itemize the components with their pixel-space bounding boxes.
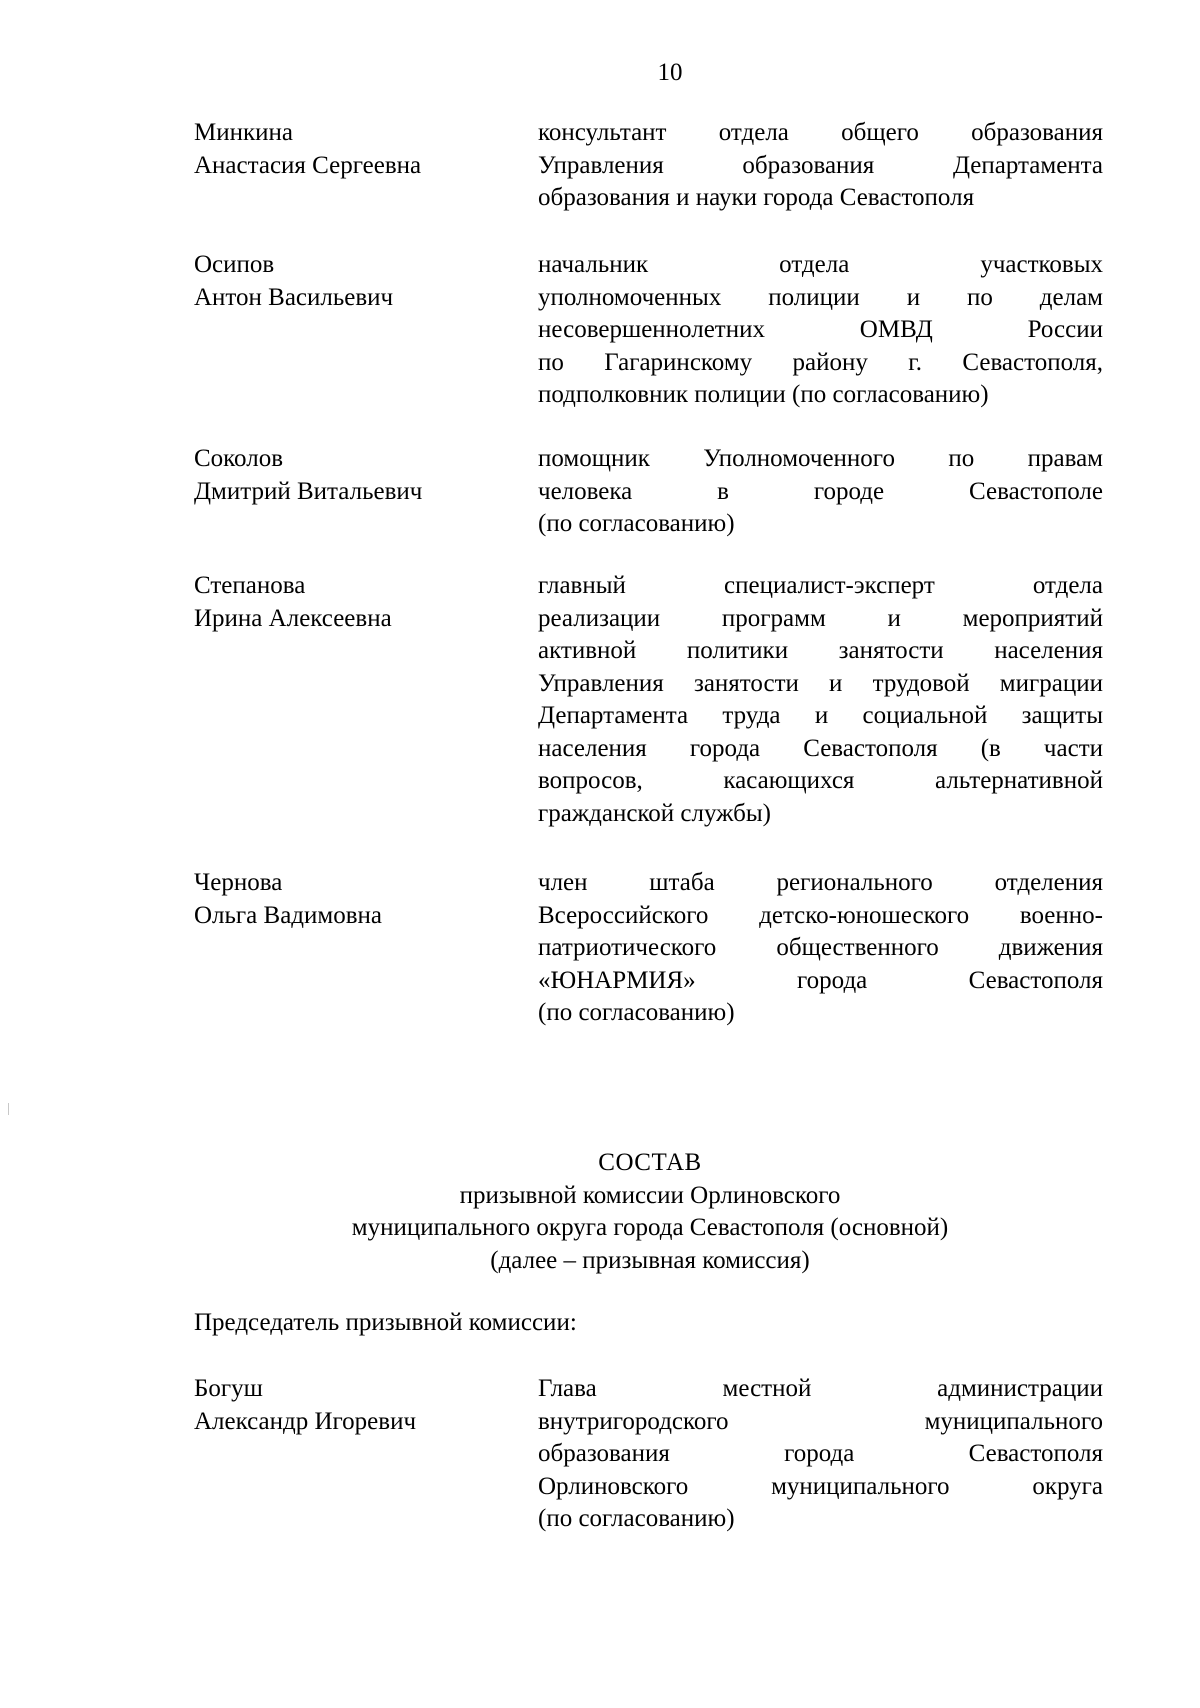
member-name [194, 443, 494, 508]
position-line: внутригородского муниципального [538, 1407, 1103, 1435]
member-name [194, 1373, 494, 1438]
member-surname: Соколов [194, 445, 284, 472]
position-line: образования и науки города Севастополя [538, 184, 975, 211]
position-line: патриотического общественного движения [538, 934, 1103, 961]
chair-label: Председатель призывной комиссии: [194, 1309, 577, 1336]
position-line: уполномоченных полиции и по делам [538, 283, 1103, 311]
position-line: человека в городе Севастополе [538, 477, 1103, 505]
member-name [194, 867, 494, 932]
member-name [194, 117, 494, 182]
member-given-names: Дмитрий Витальевич [194, 477, 423, 505]
position-line: начальник отдела участковых [538, 251, 1103, 278]
heading-line: муниципального округа города Севастополя (основной) [351, 1214, 949, 1241]
position-line: (по согласованию) [538, 510, 735, 537]
position-line: Всероссийского детско-юношеского военно- [538, 901, 1103, 929]
position-line: консультант отдела общего образования [538, 119, 1103, 146]
member-given-names: Ольга Вадимовна [194, 901, 383, 929]
position-line: Управления занятости и трудовой миграции [538, 669, 1103, 697]
member-surname: Богуш [194, 1375, 263, 1402]
member-surname: Осипов [194, 251, 275, 278]
page-number: 10 [657, 59, 683, 86]
member-position [538, 443, 1103, 541]
position-line: Управления образования Департамента [538, 151, 1103, 179]
position-line: Глава местной администрации [538, 1375, 1103, 1402]
commission-heading [0, 1147, 1200, 1277]
member-given-names: Анастасия Сергеевна [194, 151, 422, 179]
position-line: населения города Севастополя (в части [538, 734, 1103, 762]
scan-margin-mark [8, 1103, 9, 1115]
position-line: по Гагаринскому району г. Севастополя, [538, 348, 1103, 376]
position-line: образования города Севастополя [538, 1440, 1103, 1467]
position-line: (по согласованию) [538, 999, 735, 1026]
heading-line: призывной комиссии Орлиновского [459, 1181, 841, 1209]
member-position [538, 867, 1103, 1030]
member-position [538, 249, 1103, 412]
position-line: вопросов, касающихся альтернативной [538, 767, 1103, 794]
position-line: подполковник полиции (по согласованию) [538, 381, 989, 408]
position-line: активной политики занятости населения [538, 637, 1103, 664]
position-line: главный специалист-эксперт отдела [538, 572, 1103, 599]
position-line: несовершеннолетних ОМВД России [538, 316, 1103, 343]
member-surname: Минкина [194, 119, 293, 146]
heading-line: (далее – призывная комиссия) [490, 1246, 810, 1274]
position-line: реализации программ и мероприятий [538, 604, 1103, 632]
member-position [538, 117, 1103, 215]
position-line: помощник Уполномоченного по правам [538, 445, 1103, 472]
position-line: член штаба регионального отделения [538, 869, 1103, 896]
member-surname: Чернова [194, 869, 283, 896]
position-line: Департамента труда и социальной защиты [538, 702, 1103, 729]
position-line: гражданской службы) [538, 799, 771, 827]
member-position [538, 570, 1103, 830]
position-line: «ЮНАРМИЯ» города Севастополя [538, 966, 1103, 994]
member-position [538, 1373, 1103, 1536]
heading-title: СОСТАВ [598, 1149, 702, 1176]
position-line: Орлиновского муниципального округа [538, 1472, 1103, 1500]
member-given-names: Ирина Алексеевна [194, 604, 392, 632]
member-given-names: Александр Игоревич [194, 1407, 417, 1435]
position-line: (по согласованию) [538, 1505, 735, 1532]
member-surname: Степанова [194, 572, 306, 599]
member-name [194, 570, 494, 635]
member-given-names: Антон Васильевич [194, 283, 394, 311]
member-name [194, 249, 494, 314]
